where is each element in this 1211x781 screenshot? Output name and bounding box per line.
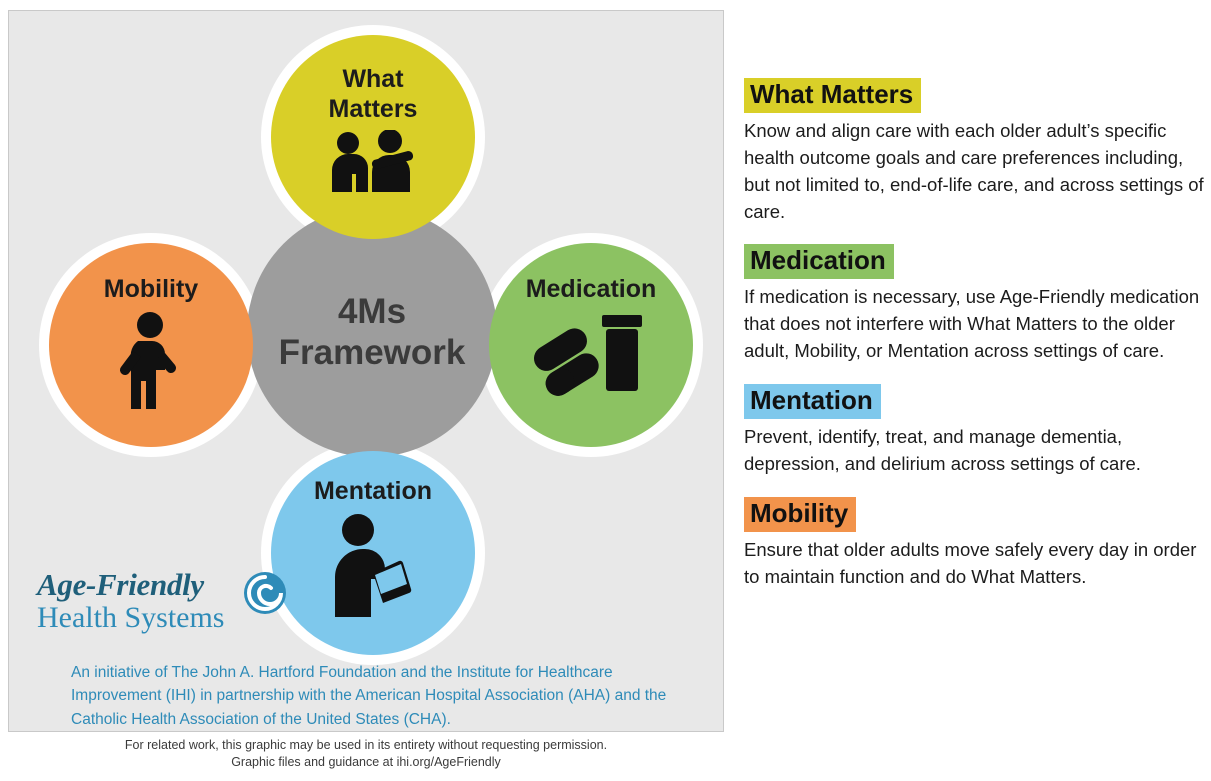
pills-and-bottle-icon [526, 311, 656, 402]
footer-line-2: Graphic files and guidance at ihi.org/AgeFriendly [231, 754, 501, 769]
legend-heading-mentation: Mentation [744, 384, 881, 419]
center-node-4ms-framework [247, 207, 497, 457]
legend-item-mobility [744, 497, 1204, 591]
node-medication[interactable] [489, 243, 693, 447]
node-mentation[interactable] [271, 451, 475, 655]
legend-item-mentation [744, 384, 1204, 478]
footer-usage-note [8, 737, 724, 771]
legend-body-mobility: Ensure that older adults move safely every day in order to maintain function and do What Matters. [744, 538, 1197, 587]
legend-body-what-matters: Know and align care with each older adult’s specific health outcome goals and care preferences including, but not limited to, end-of-life care, and across settings of care. [744, 120, 1204, 222]
age-friendly-health-systems-logo [37, 569, 287, 633]
node-label-medication: Medication [525, 275, 657, 303]
node-label-what-matters-line2: Matters [328, 94, 418, 123]
center-label-line1: 4Ms [337, 291, 407, 331]
legend-heading-medication: Medication [744, 244, 894, 279]
legend-item-what-matters [744, 78, 1204, 225]
legend-body-medication: If medication is necessary, use Age-Friendly medication that does not interfere with What Matters to the older adult, Mobility, or Mentation across settings of care. [744, 286, 1200, 362]
person-walking-icon [108, 311, 194, 414]
logo-line-1: Age-Friendly [37, 567, 204, 602]
legend-body-mentation: Prevent, identify, treat, and manage dementia, depression, and delirium across settings of care. [744, 426, 1141, 474]
node-what-matters[interactable] [271, 35, 475, 239]
two-people-icon [318, 130, 428, 197]
logo-line-2: Health Systems [37, 600, 225, 634]
node-mobility[interactable] [49, 243, 253, 447]
legend-heading-mobility: Mobility [744, 497, 856, 532]
initiative-description: An initiative of The John A. Hartford Foundation and the Institute for Healthcare Improvement (IHI) in partnership with the American Hospital Association (AHA) and the Catholic Health Association of the United States (CHA). [71, 664, 667, 728]
spiral-swirl-icon [243, 571, 287, 620]
4ms-legend [744, 78, 1204, 609]
node-label-mobility: Mobility [103, 275, 199, 303]
person-reading-icon [315, 513, 431, 622]
node-label-what-matters-line1: What [342, 65, 404, 93]
center-label-line2: Framework [278, 333, 466, 372]
footer-line-1: For related work, this graphic may be used in its entirety without requesting permission. [124, 738, 608, 752]
legend-heading-what-matters: What Matters [744, 78, 921, 113]
node-label-mentation: Mentation [313, 477, 433, 505]
4ms-framework-diagram [8, 10, 724, 732]
legend-item-medication [744, 244, 1204, 365]
